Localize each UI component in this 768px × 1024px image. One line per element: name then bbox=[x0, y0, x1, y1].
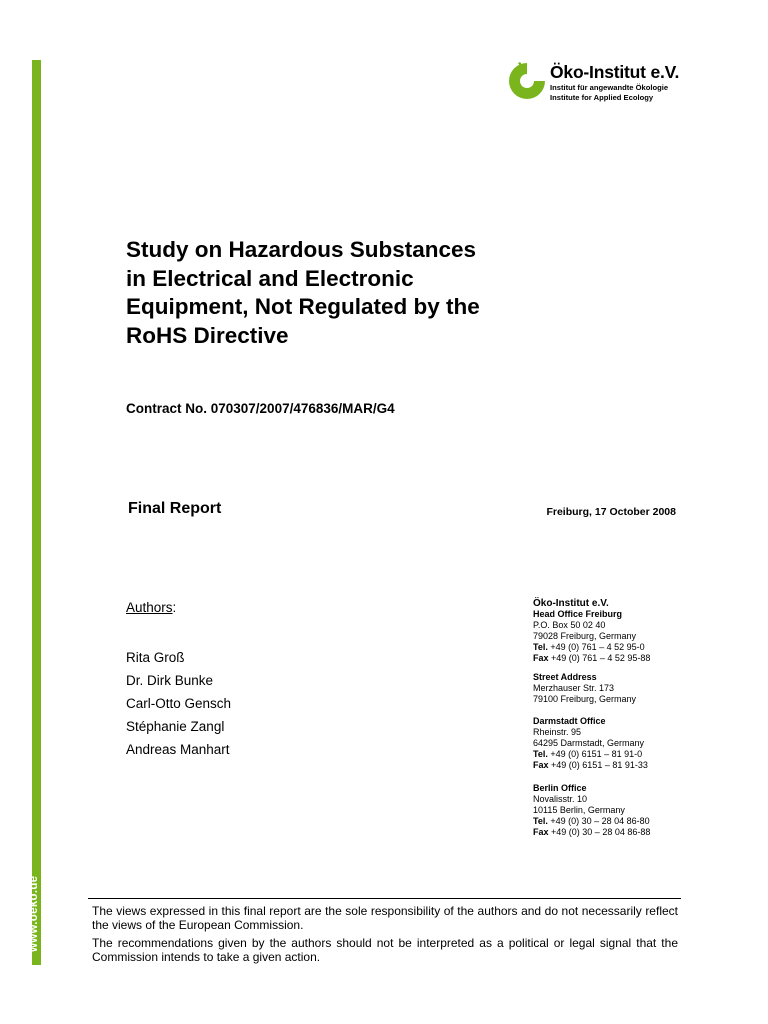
title-line: in Electrical and Electronic bbox=[126, 265, 414, 291]
fax-number: +49 (0) 6151 – 81 91-33 bbox=[551, 760, 648, 770]
disclaimer-paragraph: The views expressed in this final report are the sole responsibility of the authors and do not necessarily reflect the views of the European Commission. bbox=[92, 904, 678, 932]
darmstadt-city: 64295 Darmstadt, Germany bbox=[533, 738, 645, 748]
title-line: Equipment, Not Regulated by the bbox=[126, 294, 480, 319]
darmstadt-fax bbox=[533, 760, 648, 771]
report-type: Final Report bbox=[128, 500, 222, 517]
title-line: RoHS Directive bbox=[126, 322, 289, 348]
head-office-city: 79028 Freiburg, Germany bbox=[533, 631, 637, 641]
logo-mark-icon bbox=[506, 60, 548, 102]
darmstadt-street: Rheinstr. 95 bbox=[533, 727, 582, 737]
logo-name: Öko-Institut e.V. bbox=[550, 62, 680, 82]
website-url[interactable]: www.oeko.de bbox=[28, 875, 40, 952]
head-office-pobox: P.O. Box 50 02 40 bbox=[533, 620, 606, 630]
tel-number: +49 (0) 30 – 28 04 86-80 bbox=[550, 816, 650, 826]
report-date: Freiburg, 17 October 2008 bbox=[546, 506, 676, 518]
author-name: Andreas Manhart bbox=[126, 742, 230, 757]
authors-label-text: Authors bbox=[126, 600, 173, 615]
logo-subtitle-en: Institute for Applied Ecology bbox=[550, 93, 654, 102]
authors-label bbox=[126, 600, 176, 615]
tel-label: Tel. bbox=[533, 816, 548, 826]
darmstadt-tel bbox=[533, 749, 648, 760]
head-office-tel bbox=[533, 642, 650, 653]
footer-divider bbox=[88, 898, 681, 899]
contact-darmstadt-office bbox=[533, 716, 648, 771]
author-name: Rita Groß bbox=[126, 650, 185, 665]
author-name: Stéphanie Zangl bbox=[126, 719, 225, 734]
fax-label: Fax bbox=[533, 760, 549, 770]
title-line: Study on Hazardous Substances bbox=[126, 237, 477, 262]
contact-berlin-office bbox=[533, 783, 650, 838]
author-name: Carl-Otto Gensch bbox=[126, 696, 232, 711]
authors-label-colon: : bbox=[172, 600, 177, 615]
contact-head-office bbox=[533, 598, 650, 664]
berlin-fax bbox=[533, 827, 650, 838]
street-address-title: Street Address bbox=[533, 672, 597, 682]
author-name: Dr. Dirk Bunke bbox=[126, 673, 214, 688]
contract-number: Contract No. 070307/2007/476836/MAR/G4 bbox=[126, 401, 395, 416]
fax-label: Fax bbox=[533, 827, 549, 837]
fax-label: Fax bbox=[533, 653, 549, 663]
side-accent-bar bbox=[32, 60, 41, 965]
head-office-title: Head Office Freiburg bbox=[533, 609, 623, 619]
disclaimer-paragraph: The recommendations given by the authors should not be interpreted as a political or legal signal that the Commission intends to take a given action. bbox=[92, 936, 678, 964]
berlin-street: Novalisstr. 10 bbox=[533, 794, 588, 804]
contact-street-address bbox=[533, 672, 636, 705]
logo-subtitle-de: Institut für angewandte Ökologie bbox=[550, 83, 669, 92]
fax-number: +49 (0) 30 – 28 04 86-88 bbox=[551, 827, 651, 837]
darmstadt-title: Darmstadt Office bbox=[533, 716, 606, 726]
tel-label: Tel. bbox=[533, 749, 548, 759]
report-title bbox=[126, 236, 556, 350]
tel-label: Tel. bbox=[533, 642, 548, 652]
head-office-fax bbox=[533, 653, 650, 664]
street-address-city: 79100 Freiburg, Germany bbox=[533, 694, 637, 704]
tel-number: +49 (0) 6151 – 81 91-0 bbox=[550, 749, 643, 759]
berlin-title: Berlin Office bbox=[533, 783, 587, 793]
author-list bbox=[126, 646, 231, 761]
fax-number: +49 (0) 761 – 4 52 95-88 bbox=[551, 653, 651, 663]
disclaimer bbox=[92, 904, 678, 968]
berlin-city: 10115 Berlin, Germany bbox=[533, 805, 625, 815]
tel-number: +49 (0) 761 – 4 52 95-0 bbox=[550, 642, 645, 652]
street-address-street: Merzhauser Str. 173 bbox=[533, 683, 615, 693]
contact-org-name: Öko-Institut e.V. bbox=[533, 598, 609, 609]
berlin-tel bbox=[533, 816, 650, 827]
